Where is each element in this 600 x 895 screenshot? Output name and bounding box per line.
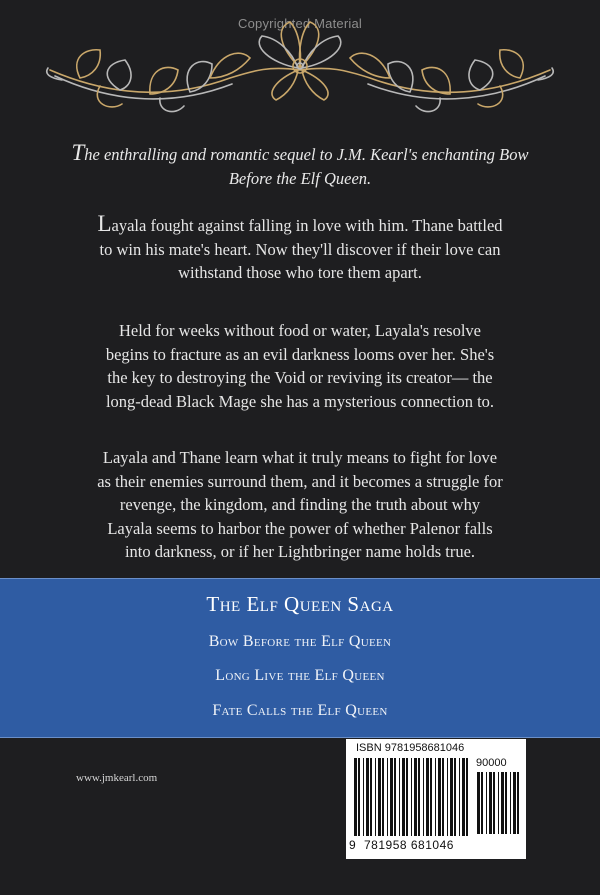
barcode-bar <box>438 758 441 836</box>
barcode-bar <box>382 758 384 836</box>
barcode-bar <box>454 758 456 836</box>
barcode-bar <box>394 758 396 836</box>
barcode-bar <box>370 758 372 836</box>
barcode-bar <box>505 772 507 834</box>
blurb-initial: L <box>97 211 112 236</box>
blurb-paragraph-1 <box>96 212 504 285</box>
floral-vine-ornament-icon <box>40 8 560 118</box>
tagline-initial: T <box>71 140 85 165</box>
barcode-bar <box>442 758 444 836</box>
tagline <box>60 141 540 191</box>
barcode-bar <box>450 758 453 836</box>
barcode-bar <box>390 758 393 836</box>
ean-barcode-icon <box>352 758 470 840</box>
barcode-bar <box>510 772 511 834</box>
barcode-bar <box>406 758 408 836</box>
barcode-bar <box>498 772 499 834</box>
barcode-bar <box>411 758 412 836</box>
barcode-bar <box>493 772 495 834</box>
barcode-bar <box>459 758 460 836</box>
barcode-bar <box>466 758 468 836</box>
series-title: The Elf Queen Saga <box>206 592 394 616</box>
series-book-3: Fate Calls the Elf Queen <box>212 702 388 719</box>
barcode-bar <box>462 758 465 836</box>
barcode-bar <box>447 758 448 836</box>
series-book-2: Long Live the Elf Queen <box>215 667 385 684</box>
isbn-label: ISBN 9781958681046 <box>356 742 465 754</box>
barcode-bar <box>501 772 504 834</box>
barcode-bar <box>481 772 483 834</box>
barcode-bar <box>358 758 360 836</box>
barcode-bar <box>354 758 357 836</box>
barcode-bar <box>378 758 381 836</box>
barcode-bar <box>399 758 400 836</box>
barcode-bar <box>513 772 516 834</box>
barcode-bar <box>418 758 420 836</box>
author-website: www.jmkearl.com <box>76 772 158 784</box>
blurb-paragraph-1-text: ayala fought against falling in love with him. Thane battled to win his mate's heart. Now they'll discover if their love can withstand those who tore them apart. <box>99 216 503 282</box>
barcode-bar <box>435 758 436 836</box>
tagline-text: he enthralling and romantic sequel to J.M. Kearl's enchanting Bow Before the Elf Queen. <box>84 145 529 188</box>
barcode-bar <box>414 758 417 836</box>
barcode-bar <box>423 758 424 836</box>
barcode-digits: 781958 681046 <box>364 838 454 852</box>
series-book-1: Bow Before the Elf Queen <box>208 633 392 650</box>
barcode-bar <box>426 758 429 836</box>
barcode-digit-first: 9 <box>349 838 357 852</box>
barcode-bar <box>366 758 369 836</box>
blurb-paragraph-2: Held for weeks without food or water, Layala's resolve begins to fracture as an evil darkness looms over her. She's the key to destroying the Void or reviving its creator— the long-dead Black Mage she has a mysterious connection to. <box>105 321 495 411</box>
barcode-bar <box>363 758 364 836</box>
barcode-bar <box>430 758 432 836</box>
barcode-bar <box>486 772 487 834</box>
barcode-bar <box>387 758 388 836</box>
barcode-bar <box>489 772 492 834</box>
price-barcode-icon <box>475 772 523 838</box>
price-code: 90000 <box>476 757 507 769</box>
copyright-watermark: Copyrighted Material <box>238 16 362 31</box>
barcode-bar <box>517 772 519 834</box>
barcode-bar <box>402 758 405 836</box>
barcode-bar <box>477 772 480 834</box>
blurb-paragraph-3: Layala and Thane learn what it truly means to fight for love as their enemies surround them, and it becomes a struggle for revenge, the kingdom, and finding the truth about why Layala seems to harbor the power of whether Palenor falls into darkness, or if her Lightbringer name holds true. <box>97 448 503 561</box>
barcode-bar <box>375 758 376 836</box>
